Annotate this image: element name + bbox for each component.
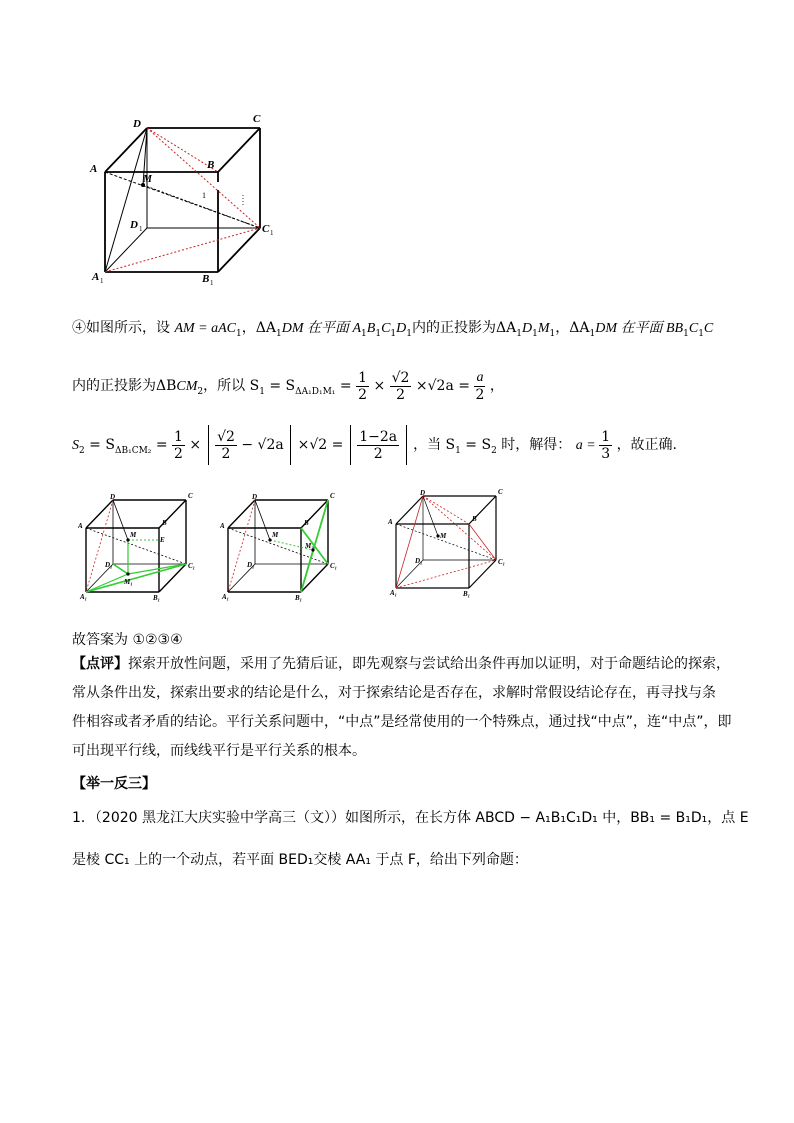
frac-a-over-2: $\frac{a}{2}$ xyxy=(475,369,485,403)
comment-line-3: 件相容或者矛盾的结论。平行关系问题中，“中点”是经常使用的一个特殊点，通过找“中点”，连“中点”，即 xyxy=(72,714,732,730)
cube-figure-main xyxy=(85,110,285,290)
svg-text:A₁: A₁ xyxy=(80,593,88,601)
svg-text:C: C xyxy=(330,492,335,500)
line1-eq: AM = aAC xyxy=(174,321,237,336)
svg-text:D₁: D₁ xyxy=(247,561,255,569)
label-D: D xyxy=(133,118,141,130)
label-B1-sub: 1 xyxy=(210,279,214,287)
comment-line-4: 可出现平行线，而线线平行是平行关系的根本。 xyxy=(72,743,366,759)
svg-text:M₁: M₁ xyxy=(124,578,133,586)
svg-text:C: C xyxy=(188,492,193,500)
svg-text:C₁: C₁ xyxy=(498,558,506,566)
svg-text:C₁: C₁ xyxy=(188,562,196,570)
svg-text:M: M xyxy=(440,532,447,540)
svg-text:C: C xyxy=(498,488,503,496)
svg-text:C₁: C₁ xyxy=(330,562,338,570)
solution-line-2: 内的正投影为$\Delta BCM_2$，所以 $S_1 = S_{\Delta A_1D_1M_1}$ = $\frac{1}{2}$ × $\frac{√2}{2}$ ×√2a = $\frac{a}{2}$ ， xyxy=(72,369,504,403)
label-B1: B xyxy=(202,273,210,285)
frac-half: $\frac{1}{2}$ xyxy=(358,369,367,403)
cube-figure-small-3 xyxy=(388,488,518,600)
frac-sqrt2-over-2: $\frac{√2}{2}$ xyxy=(391,369,410,403)
label-D1-sub: 1 xyxy=(139,225,143,233)
cube-figure-small-1 xyxy=(78,492,208,602)
label-tick: 1 xyxy=(202,191,206,200)
svg-text:A₁: A₁ xyxy=(390,589,398,597)
comment-tag: 【点评】 xyxy=(72,656,128,672)
svg-text:M: M xyxy=(130,531,137,539)
line1-prefix: ④如图所示，设 xyxy=(72,320,170,336)
svg-text:B: B xyxy=(304,519,309,527)
svg-text:M: M xyxy=(272,531,279,539)
comment-block xyxy=(72,650,732,766)
svg-text:B₁: B₁ xyxy=(153,594,161,602)
label-M: M xyxy=(143,174,152,185)
svg-text:D: D xyxy=(420,489,426,497)
svg-text:D₁: D₁ xyxy=(105,561,113,569)
label-C1: C xyxy=(262,223,270,235)
svg-text:E: E xyxy=(160,536,165,544)
section-heading: 【举一反三】 xyxy=(72,776,156,792)
svg-text:A: A xyxy=(388,518,393,526)
svg-text:A₁: A₁ xyxy=(222,593,230,601)
label-A: A xyxy=(90,163,98,175)
svg-text:B: B xyxy=(472,515,477,523)
label-A1: A xyxy=(92,271,100,283)
label-C: C xyxy=(253,113,261,125)
svg-text:B: B xyxy=(162,519,167,527)
svg-text:M₂: M₂ xyxy=(305,542,314,550)
label-A1-sub: 1 xyxy=(100,277,104,285)
comment-line-2: 常从条件出发，探索出要求的结论是什么，对于探索结论是否存在，求解时常假设结论存在，再寻找与条 xyxy=(72,685,716,701)
svg-text:A: A xyxy=(78,522,83,530)
solution-line-3: $S_2 = S_{\Delta B_1CM_2}$ = $\frac{1}{2}$ × $\frac{√2}{2}$ − √2a ×√2 = $\frac{1-2a}{2}$ ，当 $S_1 = S_2$ 时，解得： a = $\frac{1}{3}$ ，故正确. xyxy=(72,422,677,474)
comment-line-1: 探索开放性问题，采用了先猜后证，即先观察与尝试给出条件再加以证明，对于命题结论的探索， xyxy=(128,656,730,672)
svg-text:A: A xyxy=(220,522,225,530)
label-D1: D xyxy=(130,219,138,231)
label-C1-sub: 1 xyxy=(270,229,274,237)
svg-text:D₁: D₁ xyxy=(415,557,423,565)
cube-figure-small-2 xyxy=(220,492,350,602)
svg-text:B₁: B₁ xyxy=(463,590,471,598)
solution-line-1: ④如图所示，设 AM = aAC$_1$，$\Delta A_1DM$ 在平面 $A_1B_1C_1D_1$内的正投影为$\Delta A_1D_1M_1$，$\Delta A_1DM$ 在平面 $BB_1C_1C$ xyxy=(72,320,714,339)
question-1-line-1: 1．（2020 黑龙江大庆实验中学高三（文））如图所示，在长方体 ABCD − A₁B₁C₁D₁ 中，BB₁ = B₁D₁，点 E xyxy=(72,810,749,826)
svg-text:D: D xyxy=(252,493,258,501)
svg-text:B₁: B₁ xyxy=(295,594,303,602)
svg-text:D: D xyxy=(110,493,116,501)
answer-line: 故答案为 ①②③④ xyxy=(72,632,183,648)
question-1-line-2: 是棱 CC₁ 上的一个动点，若平面 BED₁交棱 AA₁ 于点 F，给出下列命题： xyxy=(72,852,528,868)
label-B: B xyxy=(207,159,215,171)
